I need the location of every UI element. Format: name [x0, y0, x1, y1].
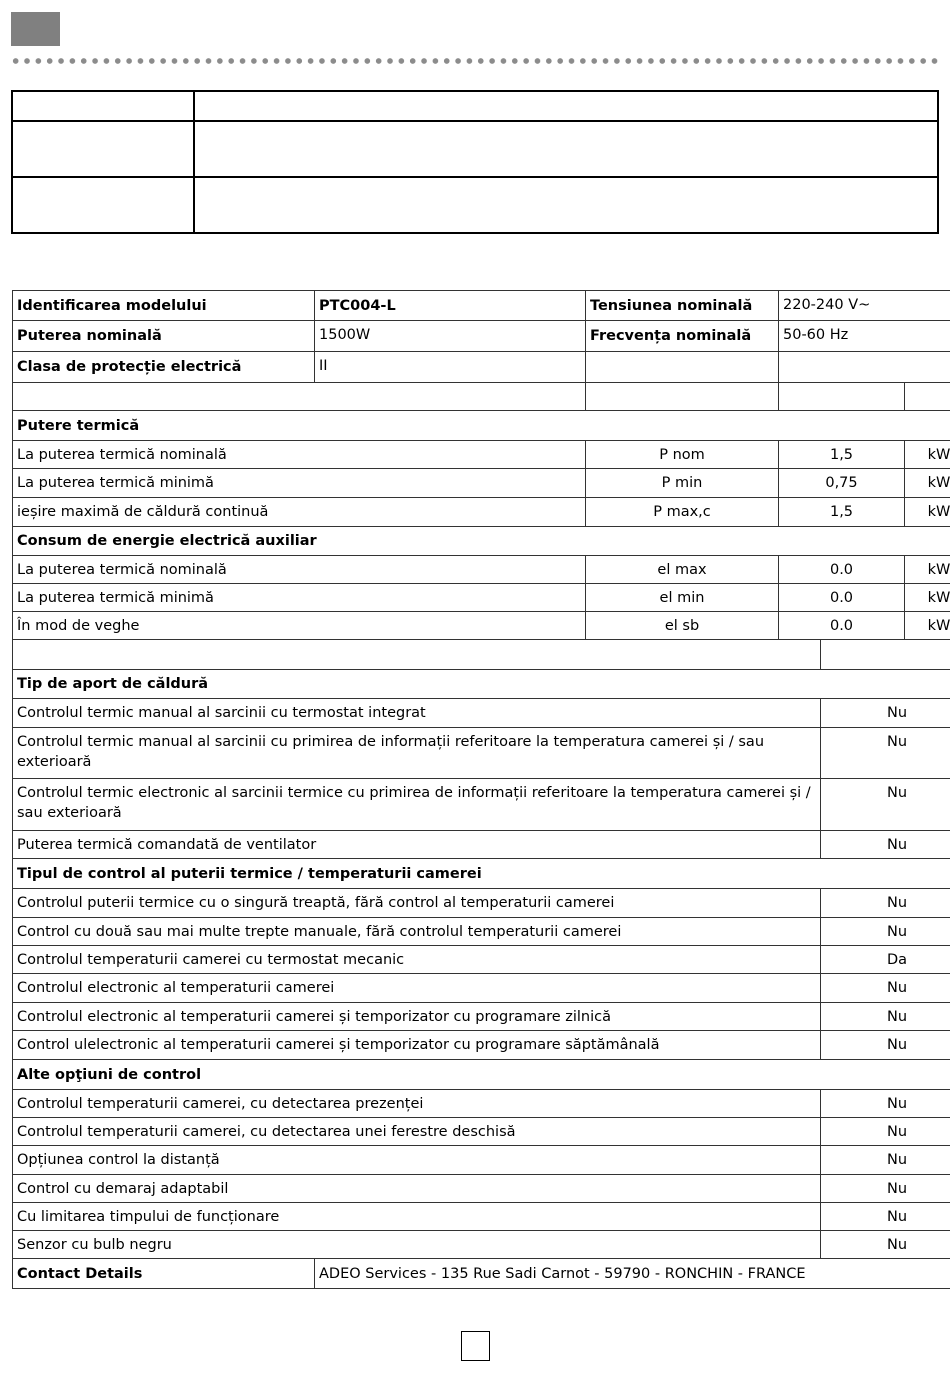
- table-row: [13, 1090, 950, 1118]
- row-label: În mod de veghe: [13, 612, 586, 640]
- row-value: Nu: [821, 1090, 950, 1118]
- row-label: Control cu demaraj adaptabil: [13, 1175, 821, 1203]
- row-label: Opțiunea control la distanță: [13, 1146, 821, 1175]
- table-row: [13, 1118, 950, 1146]
- section-heading: Putere termică: [13, 411, 950, 441]
- row-value: Da: [821, 946, 950, 974]
- section-heading: Consum de energie electrică auxiliar: [13, 527, 950, 556]
- voltage-label: Tensiunea nominală: [586, 291, 779, 321]
- row-symbol: el min: [586, 584, 779, 612]
- row-label: La puterea termică minimă: [13, 584, 586, 612]
- row-value: 0.0: [779, 612, 905, 640]
- table-row: [13, 1203, 950, 1231]
- row-symbol: P max,c: [586, 498, 779, 527]
- row-value: Nu: [821, 1003, 950, 1031]
- contact-section: [13, 1259, 950, 1289]
- table-row: [13, 699, 950, 728]
- table-row: [13, 728, 950, 779]
- row-value: Nu: [821, 779, 950, 831]
- row-value: 0,75: [779, 469, 905, 498]
- frequency-value: 50-60 Hz: [779, 321, 950, 352]
- row-value: Nu: [821, 974, 950, 1003]
- table-row: [13, 1175, 950, 1203]
- table-row: [13, 889, 950, 918]
- table-row: [13, 556, 950, 584]
- power-value: 1500W: [315, 321, 586, 352]
- contact-label: Contact Details: [13, 1259, 315, 1289]
- row-label: Cu limitarea timpului de funcționare: [13, 1203, 821, 1231]
- row-label: La puterea termică nominală: [13, 441, 586, 469]
- control-type-section: [13, 859, 950, 1060]
- row-value: Nu: [821, 1118, 950, 1146]
- row-label: Controlul puterii termice cu o singură treaptă, fără control al temperaturii camerei: [13, 889, 821, 918]
- table-row: [13, 1031, 950, 1060]
- row-unit: kW: [905, 584, 950, 612]
- table-row: [13, 498, 950, 527]
- row-symbol: P nom: [586, 441, 779, 469]
- voltage-value: 220-240 V~: [779, 291, 950, 321]
- header-table: [11, 90, 939, 234]
- row-label: Controlul termic electronic al sarcinii termice cu primirea de informații referitoare la temperatura camerei și / sau exterioară: [13, 779, 821, 831]
- row-value: Nu: [821, 1146, 950, 1175]
- table-row: [13, 1146, 950, 1175]
- contact-value: ADEO Services - 135 Rue Sadi Carnot - 59790 - RONCHIN - FRANCE: [315, 1259, 950, 1289]
- language-tab: [11, 12, 60, 46]
- row-label: Puterea termică comandată de ventilator: [13, 831, 821, 859]
- heat-output-section: [13, 411, 950, 527]
- row-value: 1,5: [779, 441, 905, 469]
- model-id-value: PTC004-L: [315, 291, 586, 321]
- row-value: Nu: [821, 1031, 950, 1060]
- row-unit: kW: [905, 612, 950, 640]
- row-label: Controlul temperaturii camerei, cu detectarea prezenței: [13, 1090, 821, 1118]
- section-heading: Tipul de control al puterii termice / temperaturii camerei: [13, 859, 950, 889]
- row-value: Nu: [821, 728, 950, 779]
- row-label: Controlul termic manual al sarcinii cu primirea de informații referitoare la temperatura camerei și / sau exterioară: [13, 728, 821, 779]
- section-heading: Tip de aport de căldură: [13, 670, 950, 699]
- row-symbol: el max: [586, 556, 779, 584]
- model-id-label: Identificarea modelului: [13, 291, 315, 321]
- row-value: 0.0: [779, 556, 905, 584]
- table-row: [13, 1003, 950, 1031]
- row-symbol: P min: [586, 469, 779, 498]
- power-label: Puterea nominală: [13, 321, 315, 352]
- protection-label: Clasa de protecție electrică: [13, 352, 315, 383]
- dotted-separator: [10, 57, 942, 65]
- row-value: Nu: [821, 889, 950, 918]
- row-label: La puterea termică nominală: [13, 556, 586, 584]
- table-row: [13, 469, 950, 498]
- table-row: [13, 779, 950, 831]
- row-value: 0.0: [779, 584, 905, 612]
- other-options-section: [13, 1060, 950, 1259]
- table-row: [13, 974, 950, 1003]
- heat-input-section: [13, 670, 950, 859]
- table-row: [13, 584, 950, 612]
- page-number-box: [461, 1331, 490, 1361]
- table-row: [13, 946, 950, 974]
- spec-table: [12, 290, 950, 1289]
- table-row: [13, 441, 950, 469]
- row-label: ieșire maximă de căldură continuă: [13, 498, 586, 527]
- row-unit: kW: [905, 498, 950, 527]
- table-row: [13, 831, 950, 859]
- row-value: Nu: [821, 831, 950, 859]
- row-label: Controlul termic manual al sarcinii cu termostat integrat: [13, 699, 821, 728]
- row-label: Controlul electronic al temperaturii camerei și temporizator cu programare zilnică: [13, 1003, 821, 1031]
- row-label: Control ulelectronic al temperaturii camerei și temporizator cu programare săptămânală: [13, 1031, 821, 1060]
- auxiliary-section: [13, 527, 950, 670]
- row-value: Nu: [821, 699, 950, 728]
- row-value: Nu: [821, 918, 950, 946]
- frequency-label: Frecvența nominală: [586, 321, 779, 352]
- row-unit: kW: [905, 556, 950, 584]
- row-label: Control cu două sau mai multe trepte manuale, fără controlul temperaturii camerei: [13, 918, 821, 946]
- row-value: Nu: [821, 1175, 950, 1203]
- row-label: Controlul temperaturii camerei, cu detectarea unei ferestre deschisă: [13, 1118, 821, 1146]
- row-value: Nu: [821, 1203, 950, 1231]
- row-unit: kW: [905, 469, 950, 498]
- row-unit: kW: [905, 441, 950, 469]
- table-row: [13, 918, 950, 946]
- row-value: Nu: [821, 1231, 950, 1259]
- table-row: [13, 612, 950, 640]
- section-heading: Alte opţiuni de control: [13, 1060, 950, 1090]
- row-value: 1,5: [779, 498, 905, 527]
- row-label: Controlul electronic al temperaturii camerei: [13, 974, 821, 1003]
- row-label: Senzor cu bulb negru: [13, 1231, 821, 1259]
- row-label: La puterea termică minimă: [13, 469, 586, 498]
- model-section: [13, 291, 950, 411]
- table-row: [13, 1231, 950, 1259]
- row-symbol: el sb: [586, 612, 779, 640]
- protection-value: II: [315, 352, 586, 383]
- row-label: Controlul temperaturii camerei cu termostat mecanic: [13, 946, 821, 974]
